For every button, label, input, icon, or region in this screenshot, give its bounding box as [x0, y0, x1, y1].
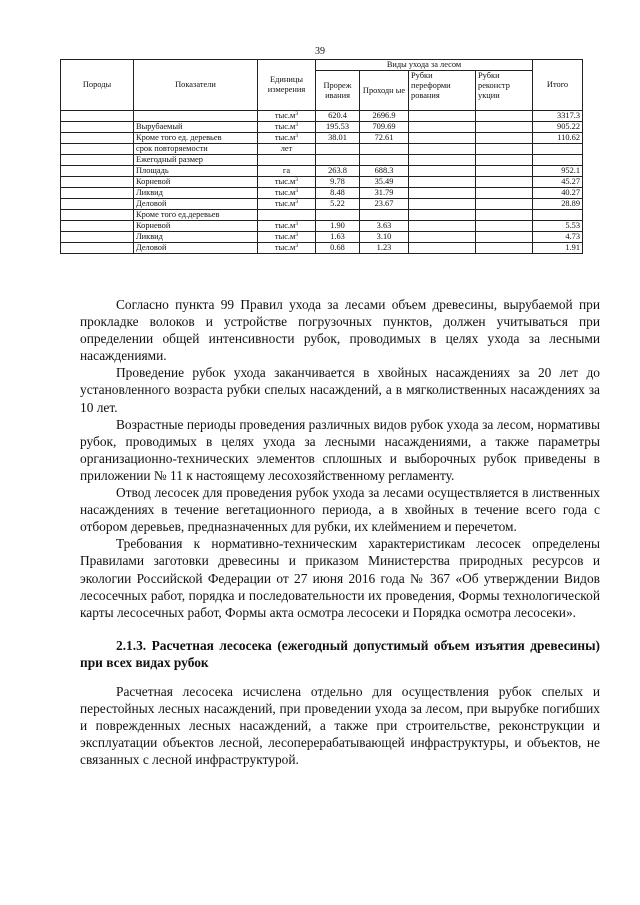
cell-breed [61, 144, 134, 155]
cell-indicator [134, 210, 258, 221]
cell-thinning [316, 210, 360, 221]
cell-reform [409, 155, 476, 166]
cell-reconstruction [476, 122, 533, 133]
cell-reform [409, 199, 476, 210]
cell-thinning [316, 188, 360, 199]
cell-thinning-text: 38.01 [328, 133, 347, 142]
cell-indicator-text: Деловой [136, 199, 167, 208]
cell-total [533, 177, 583, 188]
cell-indicator-text: срок повторяемости [136, 144, 208, 153]
unit-superscript: 3 [295, 243, 299, 249]
table-row [61, 221, 583, 232]
cell-unit-text: тыс.м [274, 188, 296, 197]
cell-total-text: 3317.3 [557, 111, 581, 120]
unit-superscript: 3 [295, 232, 299, 238]
paragraph: Отвод лесосек для проведения рубок ухода за лесами осуществляется в лиственных насаждениях в течение вегетационного периода, а в хвойных в течение всего года с отбором деревьев, предназначенных для рубки, их клеймением и перечетом. [80, 485, 600, 535]
page-number: 39 [315, 46, 325, 57]
forest-care-table [60, 59, 583, 254]
cell-reconstruction [476, 155, 533, 166]
header-reform: Рубки переформи рования [409, 71, 476, 111]
cell-breed [61, 188, 134, 199]
section-heading: 2.1.3. Расчетная лесосека (ежегодный допустимый объем изъятия древесины) при всех видах рубок [80, 637, 600, 670]
cell-thinning [316, 122, 360, 133]
cell-passage [360, 133, 409, 144]
cell-indicator [134, 199, 258, 210]
cell-thinning-text: 8.48 [330, 188, 345, 197]
cell-passage [360, 188, 409, 199]
cell-reform [409, 221, 476, 232]
cell-total-text: 45.27 [561, 177, 581, 186]
cell-total-text: 4.73 [565, 232, 581, 241]
cell-unit [258, 210, 316, 221]
cell-thinning-text: 1.90 [330, 221, 345, 230]
cell-unit [258, 221, 316, 232]
cell-passage [360, 122, 409, 133]
cell-reconstruction [476, 111, 533, 122]
paragraph: Согласно пункта 99 Правил ухода за лесами объем древесины, вырубаемой при прокладке волоков и устройстве погрузочных пунктов, должен учитываться при определении общей интенсивности рубок, проводимых в целях ухода за лесными насаждениями. [80, 297, 600, 364]
cell-passage-text: 688.3 [374, 166, 394, 175]
cell-thinning-text: 0.68 [330, 243, 345, 252]
cell-thinning [316, 232, 360, 243]
cell-unit-text: тыс.м [274, 221, 296, 230]
cell-passage [360, 199, 409, 210]
cell-passage-text: 1.23 [376, 243, 392, 252]
table-row [61, 144, 583, 155]
cell-thinning-text: 195.53 [325, 122, 350, 131]
cell-unit [258, 122, 316, 133]
unit-superscript: 3 [295, 188, 299, 194]
cell-indicator-text: Корневой [136, 177, 171, 186]
table-row [61, 210, 583, 221]
table-row [61, 243, 583, 254]
cell-total [533, 199, 583, 210]
table-row [61, 155, 583, 166]
cell-passage [360, 166, 409, 177]
cell-thinning [316, 243, 360, 254]
header-thinning: Прореж ивания [316, 71, 360, 111]
cell-passage-text: 709.69 [372, 122, 396, 131]
cell-thinning [316, 166, 360, 177]
cell-indicator-text: Ликвид [136, 232, 163, 241]
cell-reconstruction [476, 166, 533, 177]
unit-superscript: 3 [295, 177, 299, 183]
cell-unit [258, 177, 316, 188]
cell-breed [61, 177, 134, 188]
cell-indicator [134, 122, 258, 133]
table-row [61, 111, 583, 122]
cell-unit-text: тыс.м [274, 243, 296, 252]
cell-reform [409, 243, 476, 254]
cell-reconstruction [476, 177, 533, 188]
cell-unit-text: тыс.м [274, 232, 296, 241]
body-text [80, 296, 600, 768]
cell-passage-text: 3.63 [376, 221, 392, 230]
cell-unit-text: га [282, 166, 291, 175]
cell-reform [409, 232, 476, 243]
cell-breed [61, 210, 134, 221]
unit-superscript: 3 [295, 122, 299, 128]
cell-unit [258, 232, 316, 243]
cell-unit [258, 144, 316, 155]
cell-unit-text: тыс.м [274, 133, 296, 142]
cell-thinning [316, 221, 360, 232]
cell-total [533, 221, 583, 232]
cell-unit [258, 199, 316, 210]
cell-unit [258, 111, 316, 122]
cell-reform [409, 166, 476, 177]
cell-indicator-text: Ликвид [136, 188, 163, 197]
cell-total [533, 111, 583, 122]
cell-total [533, 232, 583, 243]
cell-indicator [134, 155, 258, 166]
cell-total-text: 110.62 [557, 133, 581, 142]
cell-thinning [316, 155, 360, 166]
cell-unit [258, 155, 316, 166]
cell-indicator [134, 188, 258, 199]
cell-total-text: 5.53 [565, 221, 581, 230]
cell-indicator [134, 144, 258, 155]
cell-total-text: 905.22 [557, 122, 581, 131]
cell-thinning-text: 5.22 [330, 199, 345, 208]
cell-passage [360, 144, 409, 155]
cell-thinning [316, 133, 360, 144]
cell-breed [61, 111, 134, 122]
cell-total [533, 122, 583, 133]
cell-passage [360, 221, 409, 232]
cell-breed [61, 221, 134, 232]
header-care-types: Виды ухода за лесом [316, 60, 533, 71]
unit-superscript: 3 [295, 221, 299, 227]
unit-superscript: 3 [295, 111, 299, 117]
cell-reform [409, 133, 476, 144]
header-indicators: Показатели [134, 60, 258, 111]
cell-total [533, 133, 583, 144]
cell-thinning [316, 144, 360, 155]
cell-indicator [134, 166, 258, 177]
cell-passage-text: 72.61 [374, 133, 394, 142]
cell-reconstruction [476, 188, 533, 199]
cell-indicator-text: Кроме того ед. деревьев [136, 133, 222, 142]
unit-superscript: 3 [295, 133, 299, 139]
cell-unit [258, 243, 316, 254]
cell-passage-text: 3.10 [376, 232, 392, 241]
cell-unit [258, 133, 316, 144]
cell-indicator-text: Корневой [136, 221, 171, 230]
cell-indicator [134, 232, 258, 243]
table-row [61, 133, 583, 144]
cell-reform [409, 144, 476, 155]
cell-reform [409, 122, 476, 133]
header-passage: Проходн ые [360, 71, 409, 111]
cell-reconstruction [476, 210, 533, 221]
cell-total-text: 1.91 [565, 243, 581, 252]
cell-breed [61, 155, 134, 166]
cell-breed [61, 133, 134, 144]
cell-reconstruction [476, 232, 533, 243]
cell-total-text: 40.27 [561, 188, 581, 197]
cell-unit-text: лет [280, 144, 293, 153]
cell-indicator [134, 243, 258, 254]
cell-thinning [316, 177, 360, 188]
cell-unit-text: тыс.м [274, 177, 296, 186]
cell-indicator-text: Площадь [136, 166, 169, 175]
cell-passage-text: 31.79 [374, 188, 394, 197]
cell-thinning-text: 620.4 [328, 111, 347, 120]
cell-unit-text: тыс.м [274, 199, 296, 208]
cell-unit-text: тыс.м [274, 111, 296, 120]
cell-breed [61, 232, 134, 243]
cell-passage [360, 177, 409, 188]
cell-thinning [316, 199, 360, 210]
cell-passage [360, 155, 409, 166]
cell-reconstruction [476, 221, 533, 232]
cell-thinning-text: 9.78 [330, 177, 345, 186]
table-row [61, 166, 583, 177]
header-breed: Породы [61, 60, 134, 111]
cell-total-text: 952.1 [561, 166, 581, 175]
cell-total-text: 28.89 [561, 199, 581, 208]
paragraph: Возрастные периоды проведения различных видов рубок ухода за лесом, нормативы рубок, проводимых в целях ухода за лесными насаждениями, а также параметры организационно-технических элементов сплошных и выборочных рубок приведены в приложении № 11 к настоящему лесохозяйственному регламенту. [80, 416, 600, 483]
cell-thinning-text: 1.63 [330, 232, 345, 241]
cell-indicator-text: Кроме того ед.деревьев [136, 210, 220, 219]
cell-indicator [134, 177, 258, 188]
cell-passage-text: 23.67 [374, 199, 394, 208]
cell-reform [409, 188, 476, 199]
cell-passage-text: 2696.9 [372, 111, 396, 120]
table-row [61, 232, 583, 243]
cell-total [533, 210, 583, 221]
cell-breed [61, 199, 134, 210]
table-row [61, 188, 583, 199]
cell-breed [61, 243, 134, 254]
cell-reform [409, 210, 476, 221]
cell-passage [360, 210, 409, 221]
cell-indicator [134, 111, 258, 122]
cell-reform [409, 177, 476, 188]
cell-passage [360, 111, 409, 122]
header-reconstruction: Рубки реконстр укции [476, 71, 533, 111]
cell-unit [258, 188, 316, 199]
cell-reconstruction [476, 144, 533, 155]
cell-total [533, 144, 583, 155]
cell-unit [258, 166, 316, 177]
cell-breed [61, 122, 134, 133]
cell-passage [360, 232, 409, 243]
cell-total [533, 243, 583, 254]
paragraph: Проведение рубок ухода заканчивается в хвойных насаждениях за 20 лет до установленного возраста рубки спелых насаждений, а в мягколиственных насаждениях за 10 лет. [80, 365, 600, 415]
cell-passage-text: 35.49 [374, 177, 394, 186]
cell-thinning [316, 111, 360, 122]
table-row [61, 122, 583, 133]
cell-indicator-text: Вырубаемый [136, 122, 183, 131]
cell-total [533, 155, 583, 166]
cell-indicator-text: Деловой [136, 243, 167, 252]
table-body [61, 111, 583, 254]
unit-superscript: 3 [295, 199, 299, 205]
cell-reconstruction [476, 133, 533, 144]
table-row [61, 177, 583, 188]
cell-reconstruction [476, 199, 533, 210]
paragraph: Требования к нормативно-техническим характеристикам лесосек определены Правилами заготовки древесины и приказом Министерства природных ресурсов и экологии Российской Федерации от 27 июня 2016 года № 367 «Об утверждении Видов лесосечных работ, порядка и последовательности их проведения, Формы технологической карты лесосечных работ, Формы акта осмотра лесосеки и Порядка осмотра лесосеки». [80, 536, 600, 620]
header-total: Итого [533, 60, 583, 111]
table-row [61, 199, 583, 210]
cell-total [533, 166, 583, 177]
cell-passage [360, 243, 409, 254]
header-units: Единицы измерения [258, 60, 316, 111]
cell-indicator-text: Ежегодный размер [136, 155, 203, 164]
cell-indicator [134, 133, 258, 144]
cell-breed [61, 166, 134, 177]
paragraph: Расчетная лесосека исчислена отдельно для осуществления рубок спелых и перестойных лесных насаждений, при проведении ухода за лесом, при вырубке погибших и поврежденных лесных насаждений, а также при строительстве, реконструкции и эксплуатации объектов лесной, лесоперерабатывающей инфраструктуры, и объектов, не связанных с лесной инфраструктурой. [80, 683, 600, 768]
cell-reform [409, 111, 476, 122]
cell-total [533, 188, 583, 199]
cell-unit-text: тыс.м [274, 122, 296, 131]
cell-reconstruction [476, 243, 533, 254]
cell-thinning-text: 263.8 [328, 166, 347, 175]
cell-indicator [134, 221, 258, 232]
